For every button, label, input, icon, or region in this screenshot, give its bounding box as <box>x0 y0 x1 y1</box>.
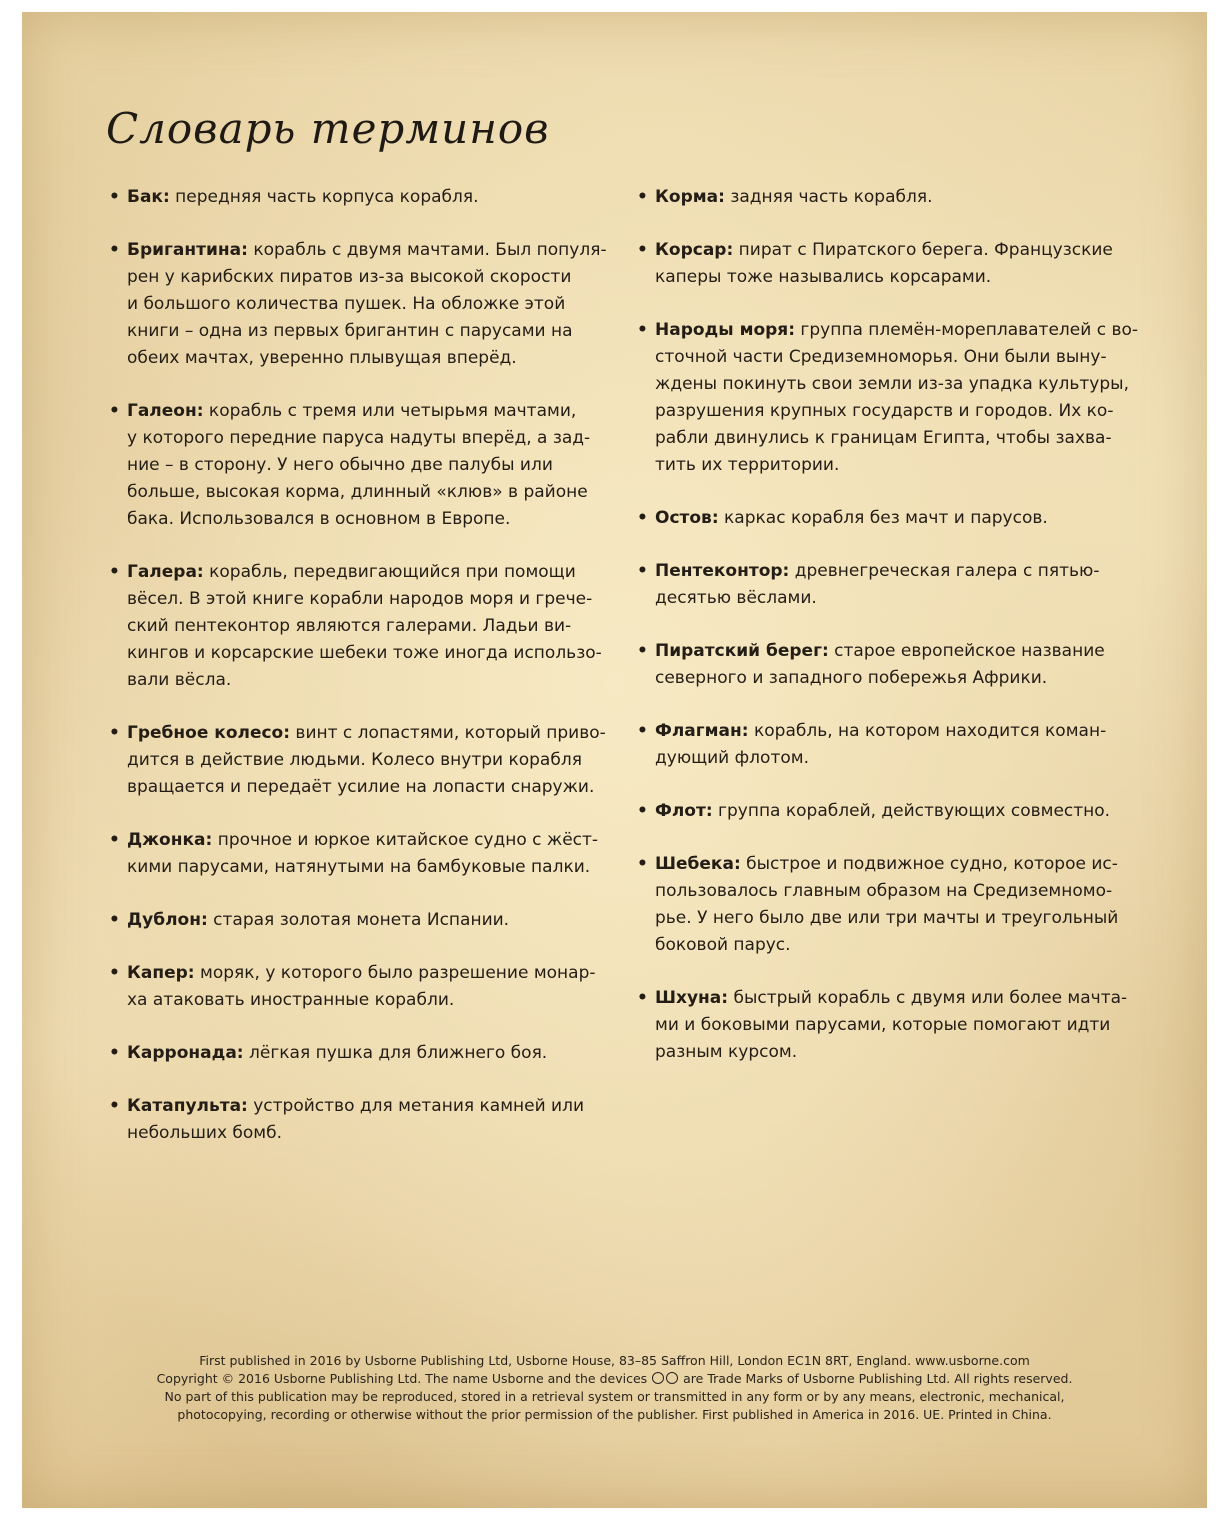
entry-line <box>127 345 606 372</box>
footer-line-2a: Copyright © 2016 Usborne Publishing Ltd. The name Usborne and the devices <box>156 1371 648 1386</box>
entry-line <box>655 745 1154 772</box>
entry-line <box>127 291 606 318</box>
glossary-definition: больше, высокая корма, длинный «клюв» в районе <box>127 482 588 502</box>
glossary-definition: группа кораблей, действующих совместно. <box>712 801 1111 821</box>
entry-line <box>127 854 606 881</box>
glossary-definition: пользовалось главным образом на Средиземномо- <box>655 881 1113 901</box>
bullet-icon: • <box>637 561 648 581</box>
glossary-term: Дублон: <box>127 910 208 930</box>
entry-line <box>655 184 1154 211</box>
glossary-term: Шхуна: <box>655 988 729 1008</box>
glossary-term: Галеон: <box>127 401 204 421</box>
entry-line <box>655 344 1154 371</box>
glossary-definition: дующий флотом. <box>655 748 809 768</box>
entry-line <box>655 905 1154 932</box>
entry-line <box>655 237 1154 264</box>
glossary-term: Пентеконтор: <box>655 561 790 581</box>
glossary-entry <box>634 985 1154 1066</box>
glossary-definition: вёсел. В этой книге корабли народов моря и грече- <box>127 589 593 609</box>
entry-line <box>655 638 1154 665</box>
glossary-entry <box>634 798 1154 825</box>
entry-line <box>127 747 606 774</box>
glossary-term: Гребное колесо: <box>127 723 291 743</box>
glossary-definition: боковой парус. <box>655 935 791 955</box>
glossary-term: Флот: <box>655 801 713 821</box>
footer-line-2 <box>22 1370 1207 1388</box>
bullet-icon: • <box>109 187 120 207</box>
glossary-definition: тить их территории. <box>655 455 840 475</box>
entry-line <box>127 1120 606 1147</box>
glossary-page <box>22 12 1207 1508</box>
glossary-term: Шебека: <box>655 854 741 874</box>
entry-line <box>127 479 606 506</box>
bullet-icon: • <box>637 988 648 1008</box>
entry-line <box>655 718 1154 745</box>
entry-line <box>127 559 606 586</box>
glossary-entry <box>106 1040 606 1067</box>
glossary-definition: разрушения крупных государств и городов. Их ко- <box>655 401 1114 421</box>
glossary-entry <box>106 559 606 694</box>
bullet-icon: • <box>637 854 648 874</box>
glossary-entry <box>106 398 606 533</box>
glossary-definition: вращается и передаёт усилие на лопасти снаружи. <box>127 777 595 797</box>
bullet-icon: • <box>109 963 120 983</box>
glossary-entry <box>106 237 606 372</box>
bullet-icon: • <box>637 508 648 528</box>
entry-line <box>655 932 1154 959</box>
glossary-definition: моряк, у которого было разрешение монар- <box>194 963 596 983</box>
bullet-icon: • <box>637 801 648 821</box>
glossary-term: Галера: <box>127 562 204 582</box>
glossary-entry <box>634 558 1154 612</box>
glossary-entry <box>106 827 606 881</box>
bullet-icon: • <box>637 187 648 207</box>
glossary-entry <box>634 851 1154 959</box>
copyright-footer <box>22 1352 1207 1424</box>
glossary-definition: древнегреческая галера с пятью- <box>789 561 1100 581</box>
glossary-definition: у которого передние паруса надуты вперёд, а зад- <box>127 428 591 448</box>
entry-line <box>127 640 606 667</box>
entry-line <box>655 878 1154 905</box>
glossary-definition: дится в действие людьми. Колесо внутри корабля <box>127 750 582 770</box>
glossary-entry <box>106 184 606 211</box>
glossary-term: Бак: <box>127 187 170 207</box>
balloon-logo-icon <box>652 1372 664 1384</box>
glossary-definition: группа племён-мореплавателей с во- <box>795 320 1138 340</box>
bullet-icon: • <box>109 240 120 260</box>
glossary-definition: задняя часть корабля. <box>724 187 933 207</box>
glossary-definition: разным курсом. <box>655 1042 798 1062</box>
glossary-definition: корабль с тремя или четырьмя мачтами, <box>203 401 577 421</box>
glossary-term: Корсар: <box>655 240 734 260</box>
entry-line <box>127 667 606 694</box>
glossary-term: Бригантина: <box>127 240 248 260</box>
glossary-entry <box>634 237 1154 291</box>
entry-line <box>655 452 1154 479</box>
glossary-definition: прочное и юркое китайское судно с жёст- <box>212 830 599 850</box>
glossary-definition: каркас корабля без мачт и парусов. <box>718 508 1048 528</box>
glossary-entry <box>106 720 606 801</box>
glossary-definition: лёгкая пушка для ближнего боя. <box>243 1043 548 1063</box>
glossary-definition: небольших бомб. <box>127 1123 283 1143</box>
glossary-definition: корабль с двумя мачтами. Был популя- <box>247 240 607 260</box>
page-title: Словарь терминов <box>106 104 550 153</box>
entry-line <box>655 1012 1154 1039</box>
glossary-definition: каперы тоже назывались корсарами. <box>655 267 992 287</box>
bullet-icon: • <box>109 723 120 743</box>
glossary-definition: старая золотая монета Испании. <box>207 910 510 930</box>
entry-line <box>127 264 606 291</box>
glossary-definition: рье. У него было две или три мачты и треугольный <box>655 908 1119 928</box>
glossary-entry <box>634 184 1154 211</box>
glossary-term: Остов: <box>655 508 719 528</box>
entry-line <box>127 774 606 801</box>
glossary-definition: ние – в сторону. У него обычно две палубы или <box>127 455 553 475</box>
entry-line <box>655 585 1154 612</box>
bullet-icon: • <box>637 320 648 340</box>
entry-line <box>127 237 606 264</box>
bullet-icon: • <box>109 562 120 582</box>
glossary-term: Флагман: <box>655 721 749 741</box>
glossary-definition: ждены покинуть свои земли из-за упадка культуры, <box>655 374 1129 394</box>
glossary-definition: книги – одна из первых бригантин с парусами на <box>127 321 573 341</box>
footer-line-3: No part of this publication may be reproduced, stored in a retrieval system or transmitted in any form or by any means, electronic, mechanical, <box>164 1389 1065 1404</box>
entry-line <box>655 798 1154 825</box>
entry-line <box>127 452 606 479</box>
bullet-icon: • <box>637 721 648 741</box>
glossary-entry <box>634 718 1154 772</box>
entry-line <box>655 264 1154 291</box>
glossary-entry <box>106 960 606 1014</box>
glossary-column-right <box>634 184 1154 1092</box>
glossary-definition: северного и западного побережья Африки. <box>655 668 1048 688</box>
entry-line <box>655 371 1154 398</box>
entry-line <box>127 827 606 854</box>
glossary-definition: рен у карибских пиратов из-за высокой скорости <box>127 267 572 287</box>
bullet-icon: • <box>109 910 120 930</box>
entry-line <box>127 960 606 987</box>
footer-line-4: photocopying, recording or otherwise without the prior permission of the publisher. First published in America in 2016. UE. Printed in China. <box>177 1407 1052 1422</box>
entry-line <box>127 1093 606 1120</box>
glossary-definition: сточной части Средиземноморья. Они были выну- <box>655 347 1107 367</box>
glossary-entry <box>634 317 1154 479</box>
bullet-icon: • <box>109 1043 120 1063</box>
entry-line <box>655 425 1154 452</box>
glossary-definition: старое европейское название <box>828 641 1105 661</box>
glossary-entry <box>106 1093 606 1147</box>
entry-line <box>655 851 1154 878</box>
entry-line <box>127 987 606 1014</box>
entry-line <box>127 184 606 211</box>
glossary-definition: бака. Использовался в основном в Европе. <box>127 509 511 529</box>
entry-line <box>127 613 606 640</box>
glossary-entry <box>634 505 1154 532</box>
balloon-logo-icon <box>666 1372 678 1384</box>
entry-line <box>127 1040 606 1067</box>
glossary-definition: вали вёсла. <box>127 670 232 690</box>
glossary-definition: ми и боковыми парусами, которые помогают идти <box>655 1015 1111 1035</box>
entry-line <box>655 398 1154 425</box>
glossary-entry <box>106 907 606 934</box>
entry-line <box>127 506 606 533</box>
entry-line <box>127 907 606 934</box>
glossary-term: Карронада: <box>127 1043 244 1063</box>
entry-line <box>127 398 606 425</box>
bullet-icon: • <box>109 401 120 421</box>
bullet-icon: • <box>109 1096 120 1116</box>
glossary-column-left <box>106 184 606 1173</box>
glossary-definition: кими парусами, натянутыми на бамбуковые палки. <box>127 857 591 877</box>
glossary-definition: десятью вёслами. <box>655 588 817 608</box>
glossary-definition: быстрый корабль с двумя или более мачта- <box>728 988 1128 1008</box>
entry-line <box>127 318 606 345</box>
entry-line <box>127 425 606 452</box>
entry-line <box>655 1039 1154 1066</box>
glossary-definition: пират с Пиратского берега. Французские <box>733 240 1113 260</box>
entry-line <box>127 586 606 613</box>
glossary-entry <box>634 638 1154 692</box>
glossary-definition: ский пентеконтор являются галерами. Ладьи ви- <box>127 616 572 636</box>
footer-line-2b: are Trade Marks of Usborne Publishing Ltd. All rights reserved. <box>683 1371 1073 1386</box>
bullet-icon: • <box>109 830 120 850</box>
glossary-term: Джонка: <box>127 830 213 850</box>
entry-line <box>127 720 606 747</box>
bullet-icon: • <box>637 641 648 661</box>
glossary-term: Капер: <box>127 963 195 983</box>
glossary-definition: обеих мачтах, уверенно плывущая вперёд. <box>127 348 517 368</box>
bullet-icon: • <box>637 240 648 260</box>
glossary-definition: передняя часть корпуса корабля. <box>169 187 479 207</box>
glossary-definition: ха атаковать иностранные корабли. <box>127 990 455 1010</box>
glossary-term: Народы моря: <box>655 320 796 340</box>
entry-line <box>655 665 1154 692</box>
entry-line <box>655 558 1154 585</box>
glossary-definition: рабли двинулись к границам Египта, чтобы захва- <box>655 428 1112 448</box>
glossary-definition: корабль, передвигающийся при помощи <box>203 562 576 582</box>
glossary-definition: и большого количества пушек. На обложке этой <box>127 294 566 314</box>
entry-line <box>655 985 1154 1012</box>
glossary-term: Корма: <box>655 187 725 207</box>
entry-line <box>655 317 1154 344</box>
glossary-definition: кингов и корсарские шебеки тоже иногда использо- <box>127 643 602 663</box>
entry-line <box>655 505 1154 532</box>
glossary-definition: корабль, на котором находится коман- <box>748 721 1107 741</box>
glossary-definition: винт с лопастями, который приво- <box>290 723 606 743</box>
glossary-definition: быстрое и подвижное судно, которое ис- <box>740 854 1118 874</box>
footer-line-1: First published in 2016 by Usborne Publishing Ltd, Usborne House, 83–85 Saffron Hill, London EC1N 8RT, England. www.usborne.com <box>199 1353 1030 1368</box>
glossary-term: Катапульта: <box>127 1096 248 1116</box>
glossary-definition: устройство для метания камней или <box>247 1096 585 1116</box>
glossary-term: Пиратский берег: <box>655 641 829 661</box>
